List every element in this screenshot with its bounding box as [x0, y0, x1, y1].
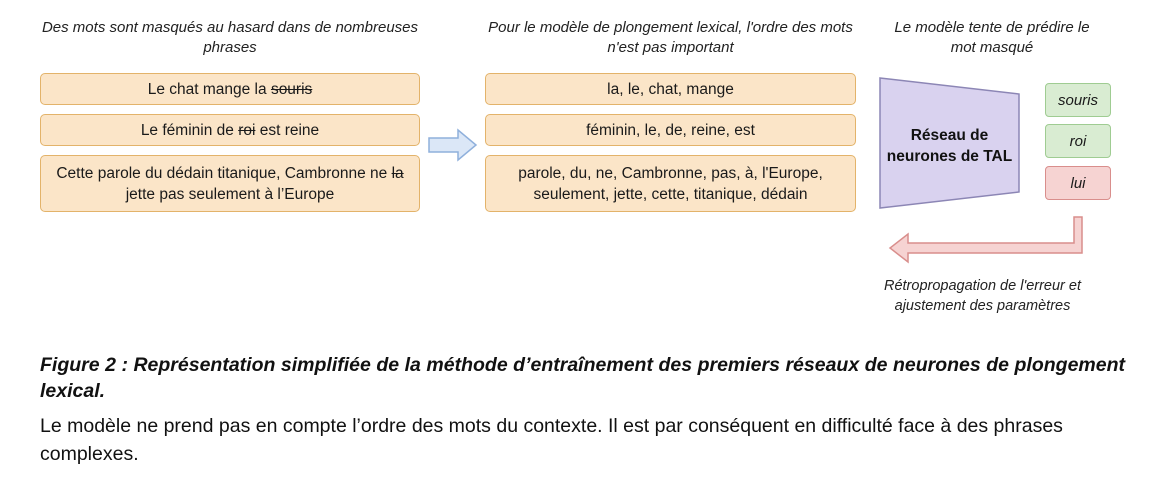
sentence-3-text: Cette parole du dédain titanique, Cambronne ne	[56, 164, 392, 182]
prediction-roi: roi	[1045, 124, 1111, 158]
sentence-1-masked-word: souris	[270, 80, 313, 98]
sentence-2-text: Le féminin de	[140, 121, 239, 139]
sentence-1-text: Le chat mange la	[147, 80, 271, 98]
backprop-arrow-icon	[890, 217, 1082, 262]
sentence-2-text-end: est reine	[255, 121, 320, 139]
right-arrow-icon	[429, 130, 476, 160]
figure-description: Le modèle ne prend pas en compte l’ordre des mots du contexte. Il est par conséquent en difficulté face à des phrases complexes.	[40, 415, 1063, 465]
header-prediction: Le modèle tente de prédire le mot masqué	[894, 19, 1090, 56]
backprop-label: Rétropropagation de l'erreur et ajustement des paramètres	[883, 278, 1082, 314]
prediction-lui: lui	[1045, 166, 1111, 200]
sentence-3-text-end: jette pas seulement à l’Europe	[125, 185, 335, 203]
sentence-2-masked-word: roi	[238, 121, 256, 139]
bag-box-2: féminin, le, de, reine, est	[485, 114, 856, 146]
header-bag-of-words: Pour le modèle de plongement lexical, l'ordre des mots n'est pas important	[488, 19, 853, 56]
figure-caption: Figure 2 : Représentation simplifiée de la méthode d’entraînement des premiers réseaux de neurones de plongement lexical.	[40, 354, 1125, 402]
sentence-3-masked-word: la	[391, 164, 404, 182]
bag-box-1: la, le, chat, mange	[485, 73, 856, 105]
header-masking: Des mots sont masqués au hasard dans de nombreuses phrases	[41, 19, 419, 56]
prediction-souris: souris	[1045, 83, 1111, 117]
network-label: Réseau de neurones de TAL	[886, 127, 1013, 165]
bag-box-3: parole, du, ne, Cambronne, pas, à, l'Europe, seulement, jette, cette, titanique, dédain	[485, 155, 856, 212]
